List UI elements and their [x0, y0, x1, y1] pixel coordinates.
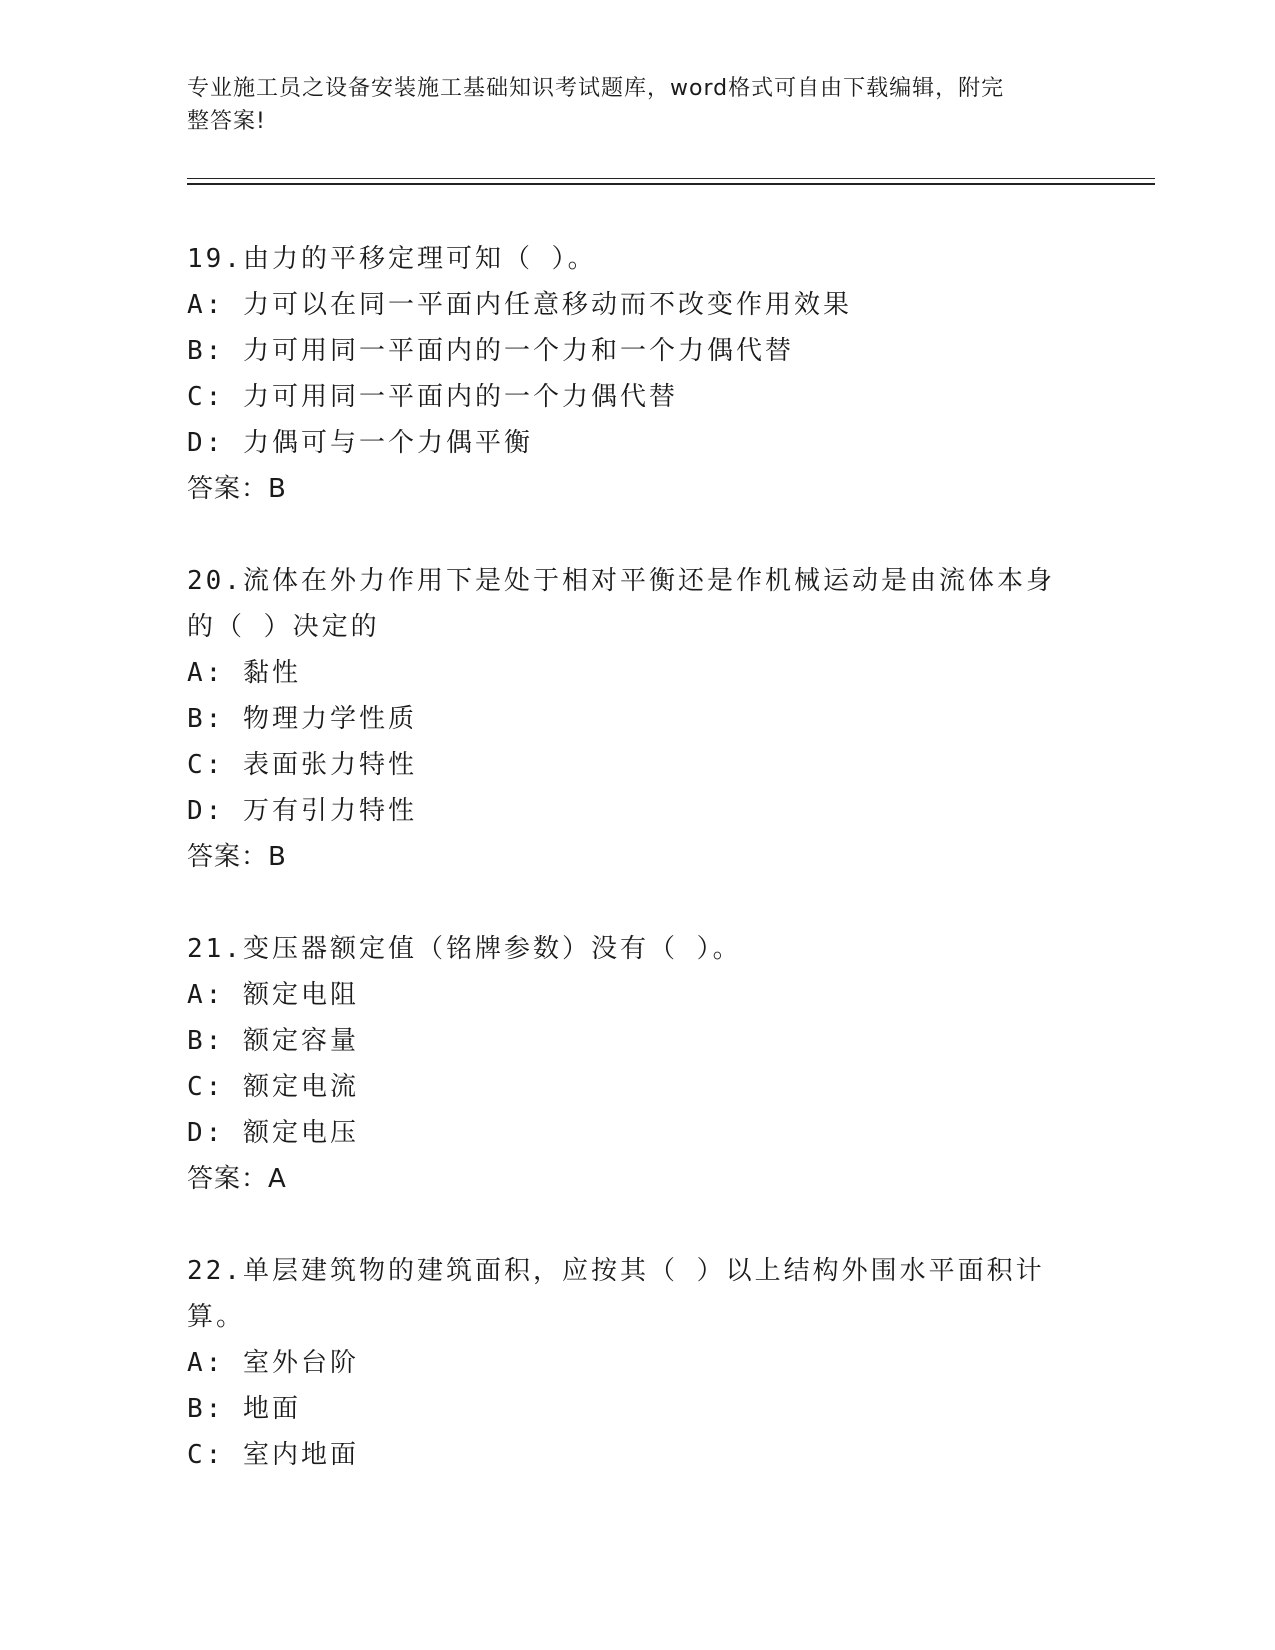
- option-c: C: 力可用同一平面内的一个力偶代替: [187, 382, 678, 412]
- document-header: [187, 72, 1087, 138]
- question-22: [187, 1248, 1087, 1478]
- option-b: B: 地面: [187, 1394, 301, 1424]
- header-line-2: 整答案!: [187, 109, 266, 134]
- option-a: A: 力可以在同一平面内任意移动而不改变作用效果: [187, 290, 852, 320]
- question-stem: 19.由力的平移定理可知（ ）。: [187, 244, 597, 274]
- option-b: B: 力可用同一平面内的一个力和一个力偶代替: [187, 336, 794, 366]
- header-line-1: 专业施工员之设备安装施工基础知识考试题库，word格式可自由下载编辑，附完: [187, 76, 1005, 101]
- option-c: C: 表面张力特性: [187, 750, 417, 780]
- option-a: A: 额定电阻: [187, 980, 359, 1010]
- question-stem: 20.流体在外力作用下是处于相对平衡还是作机械运动是由流体本身的（ ）决定的: [187, 566, 1055, 642]
- option-a: A: 黏性: [187, 658, 301, 688]
- option-d: D: 额定电压: [187, 1118, 359, 1148]
- header-divider-thick: [187, 183, 1155, 185]
- question-19: [187, 236, 1087, 512]
- option-d: D: 力偶可与一个力偶平衡: [187, 428, 533, 458]
- option-a: A: 室外台阶: [187, 1348, 359, 1378]
- question-21: [187, 926, 1087, 1202]
- option-c: C: 室内地面: [187, 1440, 359, 1470]
- answer-label: 答案：A: [187, 1164, 287, 1194]
- option-b: B: 额定容量: [187, 1026, 359, 1056]
- question-20: [187, 558, 1087, 880]
- header-divider-thin: [187, 178, 1155, 179]
- option-d: D: 万有引力特性: [187, 796, 417, 826]
- question-stem: 21.变压器额定值（铭牌参数）没有（ ）。: [187, 934, 742, 964]
- answer-label: 答案：B: [187, 474, 287, 504]
- answer-label: 答案：B: [187, 842, 287, 872]
- question-stem: 22.单层建筑物的建筑面积，应按其（ ）以上结构外围水平面积计算。: [187, 1256, 1045, 1332]
- option-c: C: 额定电流: [187, 1072, 359, 1102]
- question-list: [187, 236, 1087, 1524]
- option-b: B: 物理力学性质: [187, 704, 417, 734]
